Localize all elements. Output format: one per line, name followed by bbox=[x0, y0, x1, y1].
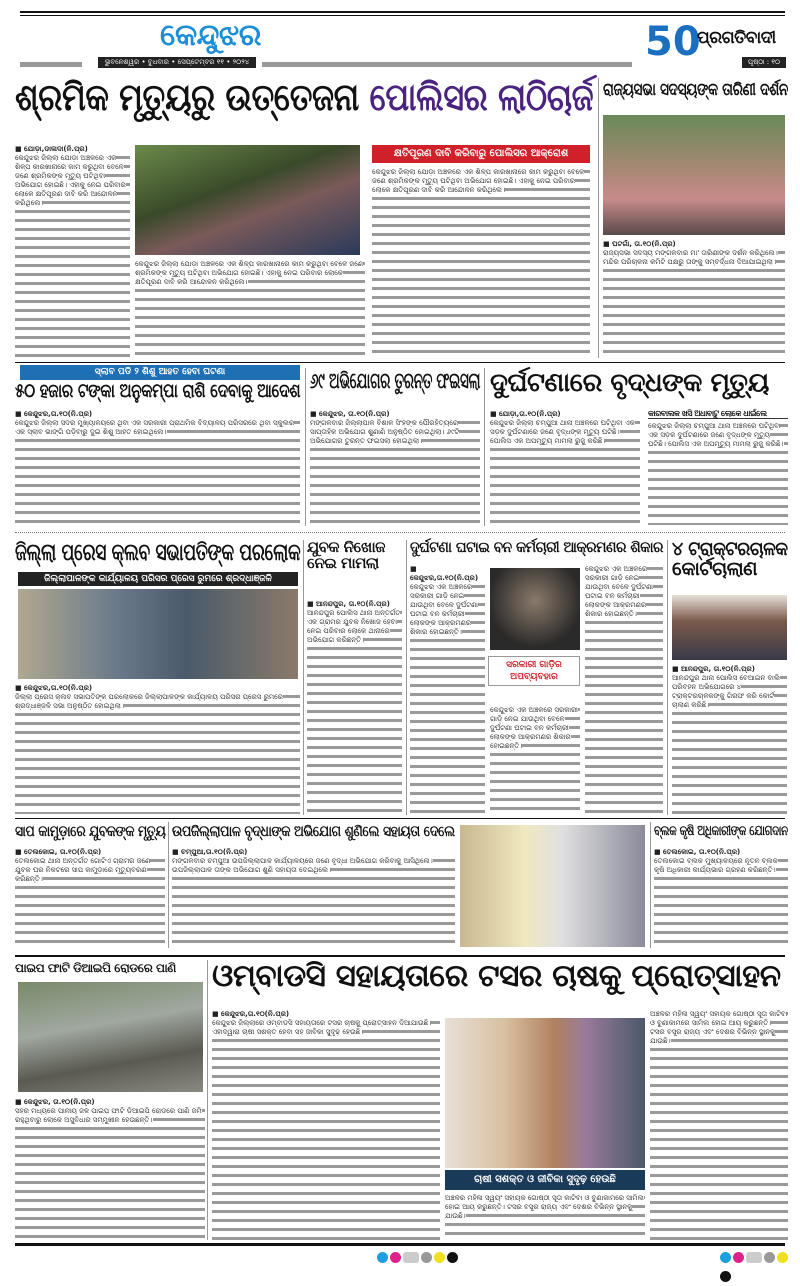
row4-headline-2: ଉପଜିଲ୍ଲାପାଳ ବୃଦ୍ଧାଙ୍କ ଅଭିଯୋଗ ଶୁଣିଲେ ସହାୟତା ଦେଲେ bbox=[172, 822, 455, 840]
row2-headline-2: ୬୯ ଅଭିଯୋଗର ତୁରନ୍ତ ଫଇସଲା bbox=[310, 369, 481, 394]
column-divider bbox=[168, 822, 169, 948]
row4-body-2: ■ ଚମ୍ପୁଆ,ତା.୧୦(ନି.ପ୍ର) ମଙ୍ଗଳବାର ଚମ୍ପୁଆ ଉପଜିଲ୍ଲାପାଳ କାର୍ଯ୍ୟାଳୟରେ ଜଣେ ବୃଦ୍ଧା ଅଭିଯୋଗ କରିବାକୁ ଆସିଥିଲେ। ଉପଜିଲ୍ଲାପାଳ ତାଙ୍କ ଅଭିଯୋଗ ଶୁଣି ସହାୟତା ଦେଇଥିଲେ। bbox=[172, 848, 455, 948]
row2-body-2: ■ କେନ୍ଦୁଝର, ତା.୧୦(ନି.ପ୍ର) ମଙ୍ଗଳବାର ଜିଲ୍ଲାପାଳ ବିଶାଳ ସିଂହଙ୍କ ପୌରହିତ୍ୟରେ ସାପ୍ତାହିକ ଅଭିଯୋଗ ଶୁଣାଣି ଅନୁଷ୍ଠିତ ହୋଇଥିଲା। ୬୯ଟି ଅଭିଯୋଗର ତୁରନ୍ତ ଫଇସଲା ହୋଇଥିଲା। bbox=[310, 410, 480, 525]
row3-photo-tractor-drivers bbox=[672, 595, 787, 660]
column-divider bbox=[650, 822, 651, 948]
column-divider bbox=[303, 540, 304, 815]
row2-strip: ସ୍ଲାବ ପଡି ୨ ଶିଶୁ ଆହତ ହେବା ଘଟଣା bbox=[94, 367, 226, 377]
brand-name: ପ୍ରଗତିବାଦୀ bbox=[697, 28, 776, 48]
row4-headline-1: ସାପ କାମୁଡ଼ାରେ ଯୁବକଙ୍କ ମୃତ୍ୟୁ bbox=[15, 822, 166, 840]
grey-bar bbox=[262, 62, 632, 67]
row5-headline-2: ଓମ୍ବାଡସି ସହାୟତାରେ ଟସର ଚାଷକୁ ପ୍ରୋତ୍ସାହନ bbox=[212, 958, 781, 994]
row2-headline-1: ୫୦ ହଜାର ଟଙ୍କା ଅନୁକମ୍ପା ରାଶି ଦେବାକୁ ଆଦେଶ bbox=[15, 380, 301, 402]
row3-headline-1: ଜିଲ୍ଲା ପ୍ରେସ କ୍ଲବ ସଭାପତିଙ୍କ ପରଲୋକ bbox=[15, 538, 301, 566]
row2-subhead-3: କାରବାଲକ ଖସି ଅଧାବାଟୁ ଲୋକେ ଧାଇଁଲେ bbox=[648, 409, 767, 418]
row4-headline-3: ବ୍ଲକ କୃଷି ଅଧିକାରୀଙ୍କ ଯୋଗଦାନ bbox=[654, 823, 788, 839]
row3-headline-2: ଯୁବକ ନିଖୋଜ ନେଇ ମାମଲା bbox=[307, 538, 386, 572]
row3-body-3c: କେନ୍ଦୁଝର ଏକ ଅଞ୍ଚଳରେ ସରକାରୀ ଗାଡ଼ି ନେଇ ଯାଉଥିବା ବେଳେ ଦୁର୍ଘଟଣା ଘଟାଇ ବନ କର୍ମଚାରୀ ଲୋକଙ୍କ ଆକ୍ରମଣର ଶିକାର ହୋଇଛନ୍ତି। bbox=[585, 565, 663, 815]
row3-body-4: ■ ଆନନ୍ଦପୁର, ତା.୧୦(ନି.ପ୍ର) ଆନନ୍ଦପୁର ଥାନା ପୋଲିସ ବେଆଇନ ବାଲି ପରିବହନ ଅଭିଯୋଗରେ ୪ ଟ୍ରାକ୍ଟରଚାଳକଙ୍କୁ ଗିରଫ କରି କୋର୍ଟ ଚାଲାଣ କରିଛି। bbox=[672, 665, 787, 815]
row3-photo-press-club bbox=[18, 589, 298, 679]
footer-rule bbox=[405, 1243, 785, 1246]
page-number: ପୃଷ୍ଠା : ୧୦ bbox=[747, 58, 781, 66]
row2-headline-3: ଦୁର୍ଘଟଣାରେ ବୃଦ୍ଧଙ୍କ ମୃତ୍ୟୁ bbox=[490, 368, 769, 398]
row5-body-2b: ଅଞ୍ଚଳର ମହିଳା ସ୍ୱୟଂ ସହାୟକ ଗୋଷ୍ଠୀ ସୂତା କାଟିବା ଓ ବୁଣାକାମରେ ସାମିଲ ହୋଇ ଆୟ କରୁଛନ୍ତି। ଟସର ବସ୍ତ୍ର ରାଜ୍ୟ ଏବଂ ଦେଶର ବିଭିନ୍ନ ସ୍ଥାନକୁ ଯାଉଛି। bbox=[445, 1194, 645, 1240]
row5-photo-tussar-weaving bbox=[445, 1018, 645, 1168]
lead-headline-part2: ପୋଲିସର ଲାଠିଚାର୍ଜ bbox=[369, 75, 594, 119]
section-rule bbox=[15, 955, 785, 957]
row3-photo-forest-staff bbox=[490, 568, 580, 650]
top-rule-thin bbox=[20, 15, 785, 16]
column-divider bbox=[598, 78, 599, 358]
row2-body-3: ■ ଯୋଡ଼ା,ତା.୧୦(ନି.ପ୍ର) କେନ୍ଦୁଝର ଜିଲ୍ଲା ଚମ୍ପୁଆ ଥାନା ଅଞ୍ଚଳରେ ଘଟିଥିବା ଏକ ସଡ଼କ ଦୁର୍ଘଟଣାରେ ଜଣେ ବୃଦ୍ଧଙ୍କ ମୃତ୍ୟୁ ଘଟିଛି। ପୋଲିସ ଏକ ଅପମୃତ୍ୟୁ ମାମଲା ରୁଜୁ କରିଛି। bbox=[490, 410, 640, 525]
row3-headline-4 bbox=[672, 540, 788, 580]
row3-headline-3: ଦୁର୍ଘଟଣା ଘଟାଇ ବନ କର୍ମଚାରୀ ଆକ୍ରମଣର ଶିକାର bbox=[410, 538, 664, 556]
row5-headline-1: ପାଇପ ଫାଟି ଡିଆଇପି ରୋଡରେ ପାଣି bbox=[15, 961, 176, 975]
section-rule bbox=[15, 818, 785, 819]
row4-body-3: ■ ତେଲକୋଇ, ତା.୧୦(ନି.ପ୍ର) ତେଲକୋଇ ବ୍ଲକ ମୁଖ୍ୟାଳୟରେ ନୂତନ ବ୍ଲକ କୃଷି ଅଧିକାରୀ କାର୍ଯ୍ୟଭାର ଗ୍ରହଣ କରିଛନ୍ତି। bbox=[654, 848, 788, 948]
lead-body-col1: ■ ଯୋଡ଼ା,ଡାଳାଦା(ନି.ପ୍ର) କେନ୍ଦୁଝର ଜିଲ୍ଲା ଯୋଡ଼ା ଅଞ୍ଚଳରେ ଏକ ଶିଳ୍ପ କାରଖାନାରେ କାମ କରୁଥିବା ବେଳେ ଜଣେ ଶ୍ରମିକଙ୍କ ମୃତ୍ୟୁ ଘଟିଥିବା ଅଭିଯୋଗ ହୋଇଛି। ଏହାକୁ ନେଇ ପରିବାର ଲୋକେ କ୍ଷତିପୂରଣ ଦାବି କରି ଆନ୍ଦୋଳନ କରିଥିଲେ। bbox=[15, 145, 130, 358]
edition-title: କେନ୍ଦୁଝର bbox=[160, 18, 261, 53]
registration-marks bbox=[720, 1248, 800, 1286]
lead-headline bbox=[15, 75, 594, 119]
registration-marks bbox=[377, 1248, 460, 1267]
top-rule bbox=[20, 11, 785, 13]
lead-body-col3: କେନ୍ଦୁଝର ଜିଲ୍ଲା ଯୋଡ଼ା ଅଞ୍ଚଳରେ ଏକ ଶିଳ୍ପ କାରଖାନାରେ କାମ କରୁଥିବା ବେଳେ ଜଣେ ଶ୍ରମିକଙ୍କ ମୃତ୍ୟୁ ଘଟିଥିବା ଅଭିଯୋଗ ହୋଇଛି। ଏହାକୁ ନେଇ ପରିବାର ଲୋକେ କ୍ଷତିପୂରଣ ଦାବି କରି ଆନ୍ଦୋଳନ କରିଥିଲେ। bbox=[372, 168, 590, 358]
row3-body-3: ■ କେନ୍ଦୁଝର,ତା.୧୦(ନି.ପ୍ର) କେନ୍ଦୁଝର ଏକ ଅଞ୍ଚଳରେ ସରକାରୀ ଗାଡ଼ି ନେଇ ଯାଉଥିବା ବେଳେ ଦୁର୍ଘଟଣା ଘଟାଇ ବନ କର୍ମଚାରୀ ଲୋକଙ୍କ ଆକ୍ରମଣର ଶିକାର ହୋଇଛନ୍ତି। bbox=[410, 565, 485, 815]
dateline: ଭୁବନେଶ୍ୱର • ବୁଧବାର • ସେପ୍ଟେମ୍ବର ୧୧ • ୨୦୨୪ bbox=[104, 58, 250, 66]
row3-body-3b: କେନ୍ଦୁଝର ଏକ ଅଞ୍ଚଳରେ ସରକାରୀ ଗାଡ଼ି ନେଇ ଯାଉଥିବା ବେଳେ ଦୁର୍ଘଟଣା ଘଟାଇ ବନ କର୍ମଚାରୀ ଲୋକଙ୍କ ଆକ୍ରମଣର ଶିକାର ହୋଇଛନ୍ତି। bbox=[490, 706, 580, 815]
row5-photo-waterlogged-road bbox=[18, 982, 203, 1092]
column-divider bbox=[484, 368, 485, 526]
row4-body-1: ■ ତେଲକୋଇ, ତା.୧୦(ନି.ପ୍ର) ତେଲକୋଇ ଥାନା ଅନ୍ତର୍ଗତ ଗୋଟିଏ ଗ୍ରାମର ଜଣେ ଯୁବକ ଘର ନିକଟରେ ସାପ କାମୁଡ଼ାରେ ମୃତ୍ୟୁବରଣ କରିଛନ୍ତି। bbox=[15, 848, 165, 948]
row5-body-2: ■ କେନ୍ଦୁଝର,ତା.୧୦(ନି.ପ୍ର) କେନ୍ଦୁଝର ଜିଲ୍ଲାରେ ଓମ୍ବାଡସି ସହାୟତାରେ ଟସର ଚାଷକୁ ପ୍ରୋତ୍ସାହନ ଦିଆଯାଉଛି। ଏହାଦ୍ୱାରା ଚାଷୀ ସଶକ୍ତ ହେବା ସହ ଜୀବିକା ସୁଦୃଢ଼ ହେଉଛି। bbox=[212, 1010, 440, 1240]
row5-body-1: ■ କେନ୍ଦୁଝର, ତା.୧୦(ନି.ପ୍ର) ସହର ମଧ୍ୟରେ ପାନୀୟ ଜଳ ପାଇପ ଫାଟି ଡିଆଇପି ରୋଡରେ ପାଣି ଜମି ରହୁଥିବାରୁ ଲୋକେ ଅସୁବିଧାର ସମ୍ମୁଖୀନ ହେଉଛନ୍ତି। bbox=[15, 1098, 205, 1240]
column-divider bbox=[667, 540, 668, 815]
side-body: ■ ଘଟଗାଁ, ତା.୧୦(ନି.ପ୍ର) ରାଜ୍ୟସଭା ସଦସ୍ୟ ମଙ୍ଗଳବାର ମା' ତାରିଣୀଙ୍କ ଦର୍ଶନ କରିଥିଲେ। ମନ୍ଦିର ପରିଚାଳନା କମିଟି ପକ୍ଷରୁ ତାଙ୍କୁ ସମ୍ବର୍ଦ୍ଧନା ଦିଆଯାଇଥିଲା। bbox=[603, 240, 785, 358]
lead-headline-part1: ଶ୍ରମିକ ମୃତ୍ୟୁରୁ ଉତ୍ତେଜନା bbox=[15, 75, 359, 119]
row3-headline-4a: ୪ ଟ୍ରାକ୍ଟରଚାଳକ bbox=[672, 538, 788, 560]
section-rule bbox=[15, 362, 785, 363]
side-headline: ରାଜ୍ୟସଭା ସଦସ୍ୟଙ୍କ ତାରିଣୀ ଦର୍ଶନ bbox=[603, 80, 788, 100]
column-divider bbox=[406, 540, 407, 815]
column-divider bbox=[305, 368, 306, 526]
row3-headline-4b: କୋର୍ଟଚାଲାଣ bbox=[672, 557, 757, 580]
row5-photo-caption: ଚାଷୀ ସଶକ୍ତ ଓ ଜୀବିକା ସୁଦୃଢ଼ ହେଉଛି bbox=[474, 1174, 616, 1185]
column-divider bbox=[207, 960, 208, 1240]
lead-kicker: କ୍ଷତିପୂରଣ ଦାବି କରିବାରୁ ପୋଲିସର ଆକ୍ରୋଶ bbox=[393, 148, 569, 159]
section-rule bbox=[15, 532, 785, 533]
row2-body-3b: କେନ୍ଦୁଝର ଜିଲ୍ଲା ଚମ୍ପୁଆ ଥାନା ଅଞ୍ଚଳରେ ଘଟିଥିବା ଏକ ସଡ଼କ ଦୁର୍ଘଟଣାରେ ଜଣେ ବୃଦ୍ଧଙ୍କ ମୃତ୍ୟୁ ଘଟିଛି। ପୋଲିସ ଏକ ଅପମୃତ୍ୟୁ ମାମଲା ରୁଜୁ କରିଛି। bbox=[648, 422, 788, 525]
side-photo-temple-visit bbox=[603, 115, 785, 235]
row3-body-1: ■ କେନ୍ଦୁଝର,ତା.୧୦(ନି.ପ୍ର) ଜିଲ୍ଲା ପ୍ରେସ କ୍ଲବ ସଭାପତିଙ୍କ ପରଲୋକରେ ଜିଲ୍ଲାପାଳଙ୍କ କାର୍ଯ୍ୟାଳୟ ପରିସର ପ୍ରେସ ରୁମରେ ଶ୍ରଦ୍ଧାଞ୍ଜଳି ସଭା ଅନୁଷ୍ଠିତ ହୋଇଥିଲା। bbox=[15, 684, 300, 814]
anniversary-logo: 50 bbox=[645, 19, 701, 65]
row4-photo-subcollector bbox=[460, 825, 645, 947]
row3-body-2: ■ ଆନନ୍ଦପୁର, ତା.୧୦(ନି.ପ୍ର) ଆନନ୍ଦପୁର ପୋଲିସ ଥାନା ଅନ୍ତର୍ଗତ ଏକ ଗ୍ରାମର ଯୁବକ ନିଖୋଜ ହେବା ନେଇ ପରିବାର ଲୋକେ ଥାନାରେ ଅଭିଯୋଗ କରିଛନ୍ତି। bbox=[307, 600, 402, 814]
row2-body-1: ■ କେନ୍ଦୁଝର,ତା.୧୦(ନି.ପ୍ର) କେନ୍ଦୁଝର ଜିଲ୍ଲା ସଦର ମୁଖ୍ୟାଳୟରେ ଥିବା ଏକ ସରକାରୀ ପ୍ରାଥମିକ ବିଦ୍ୟାଳୟ ପରିସରରେ ଥିବା ସ୍କୁଲର ଏକ ସ୍ଲାବ ଭାଙ୍ଗି ପଡ଼ିବାରୁ ଦୁଇ ଶିଶୁ ଆହତ ହୋଇଥିଲେ। bbox=[15, 410, 300, 525]
footer-rule bbox=[15, 1243, 405, 1246]
lead-photo-crowd bbox=[135, 145, 360, 255]
row5-body-2c: ଅଞ୍ଚଳର ମହିଳା ସ୍ୱୟଂ ସହାୟକ ଗୋଷ୍ଠୀ ସୂତା କାଟିବା ଓ ବୁଣାକାମରେ ସାମିଲ ହୋଇ ଆୟ କରୁଛନ୍ତି। ଟସର ବସ୍ତ୍ର ରାଜ୍ୟ ଏବଂ ଦେଶର ବିଭିନ୍ନ ସ୍ଥାନକୁ ଯାଉଛି। bbox=[650, 1010, 788, 1240]
grey-bar bbox=[20, 62, 82, 67]
row3-box: ସରକାରୀ ଗାଡ଼ିର ଅପବ୍ୟବହାର bbox=[488, 656, 580, 686]
lead-body-col2: କେନ୍ଦୁଝର ଜିଲ୍ଲା ଯୋଡ଼ା ଅଞ୍ଚଳରେ ଏକ ଶିଳ୍ପ କାରଖାନାରେ କାମ କରୁଥିବା ବେଳେ ଜଣେ ଶ୍ରମିକଙ୍କ ମୃତ୍ୟୁ ଘଟିଥିବା ଅଭିଯୋଗ ହୋଇଛି। ଏହାକୁ ନେଇ ପରିବାର ଲୋକେ କ୍ଷତିପୂରଣ ଦାବି କରି ଆନ୍ଦୋଳନ କରିଥିଲେ। bbox=[135, 260, 365, 358]
row3-strip: ଜିଲ୍ଲାପାଳଙ୍କ କାର୍ଯ୍ୟାଳୟ ପରିସର ପ୍ରେସ ରୁମରେ ଶ୍ରଦ୍ଧାଞ୍ଜଳି bbox=[44, 574, 272, 584]
